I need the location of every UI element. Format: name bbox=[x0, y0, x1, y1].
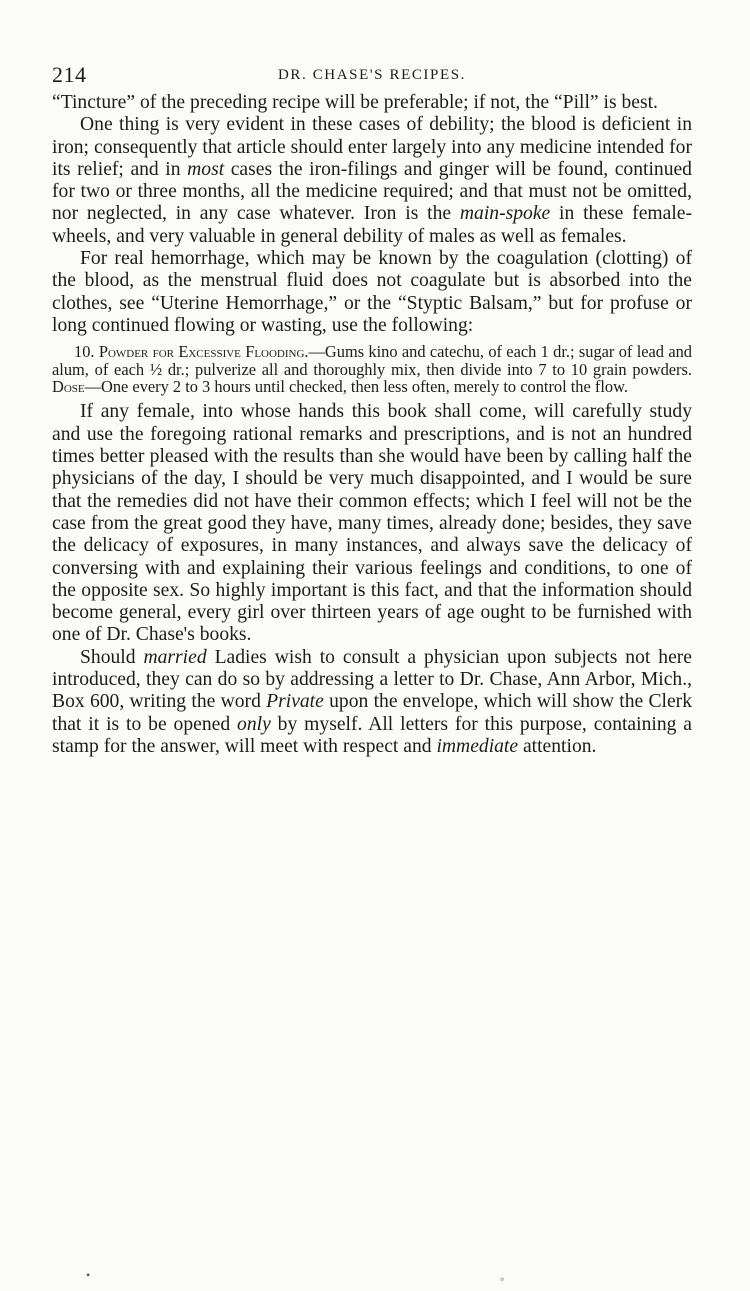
paragraph-female-readers: If any female, into whose hands this book shall come, will carefully study and use the foregoing rational remarks and prescriptions, and is not an hundred times better pleased with the results than she would have been by calling half the physicians of the day, I should be very much disappointed, and I would be sure that the remedies did not have their common effects; which I feel will not be the case from the great good they have, many times, already done; besides, they save the delicacy of exposures, in many instances, and always save the delicacy of conversing with and explaining their various feelings and conditions, to one of the opposite sex. So highly important is this fact, and that the information should become general, every girl over thirteen years of age ought to be furnished with one of Dr. Chase's books. bbox=[52, 401, 692, 646]
running-head: DR. CHASE'S RECIPES. bbox=[277, 67, 467, 83]
print-speck-mark: ◦ bbox=[500, 1272, 505, 1286]
print-speck-mark: • bbox=[86, 1268, 91, 1282]
paragraph-iron-debility: One thing is very evident in these cases of debility; the blood is deficient in iron; consequently that article should enter largely into any medicine intended for its relief; and in most cases the iron-filings and ginger will be found, continued for two or three months, all the medicine required; and that must not be omitted, nor neglected, in any case whatever. Iron is the main-spoke in these female-wheels, and very valuable in general debility of males as well as females. bbox=[52, 114, 692, 247]
dose-label: Dose bbox=[52, 377, 85, 397]
paragraph-continuation: “Tincture” of the preceding recipe will be preferable; if not, the “Pill” is best. bbox=[52, 92, 658, 113]
recipe-title: Powder for Excessive Flooding. bbox=[98, 342, 309, 362]
page-header bbox=[52, 62, 692, 92]
book-page bbox=[52, 62, 692, 758]
recipe-excessive-flooding: 10. Powder for Excessive Flooding.—Gums kino and catechu, of each 1 dr.; sugar of lead and alum, of each ½ dr.; pulverize all and thoroughly mix, then divide into 7 to 10 grain powders. Dose—One every 2 to 3 hours until checked, then less often, merely to control the flow. bbox=[52, 342, 692, 397]
paragraph-consult-physician: Should married Ladies wish to consult a physician upon subjects not here introduced, they can do so by addressing a letter to Dr. Chase, Ann Arbor, Mich., Box 600, writing the word Private upon the envelope, which will show the Clerk that it is to be opened only by myself. All letters for this purpose, containing a stamp for the answer, will meet with respect and immediate attention. bbox=[52, 646, 693, 757]
page-number: 214 bbox=[52, 62, 87, 87]
paragraph-hemorrhage: For real hemorrhage, which may be known by the coagulation (clotting) of the blood, as the menstrual fluid does not coagulate but is absorbed into the clothes, see “Uterine Hemorrhage,” or the “Styptic Balsam,” but for profuse or long continued flowing or wasting, use the following: bbox=[52, 248, 692, 336]
